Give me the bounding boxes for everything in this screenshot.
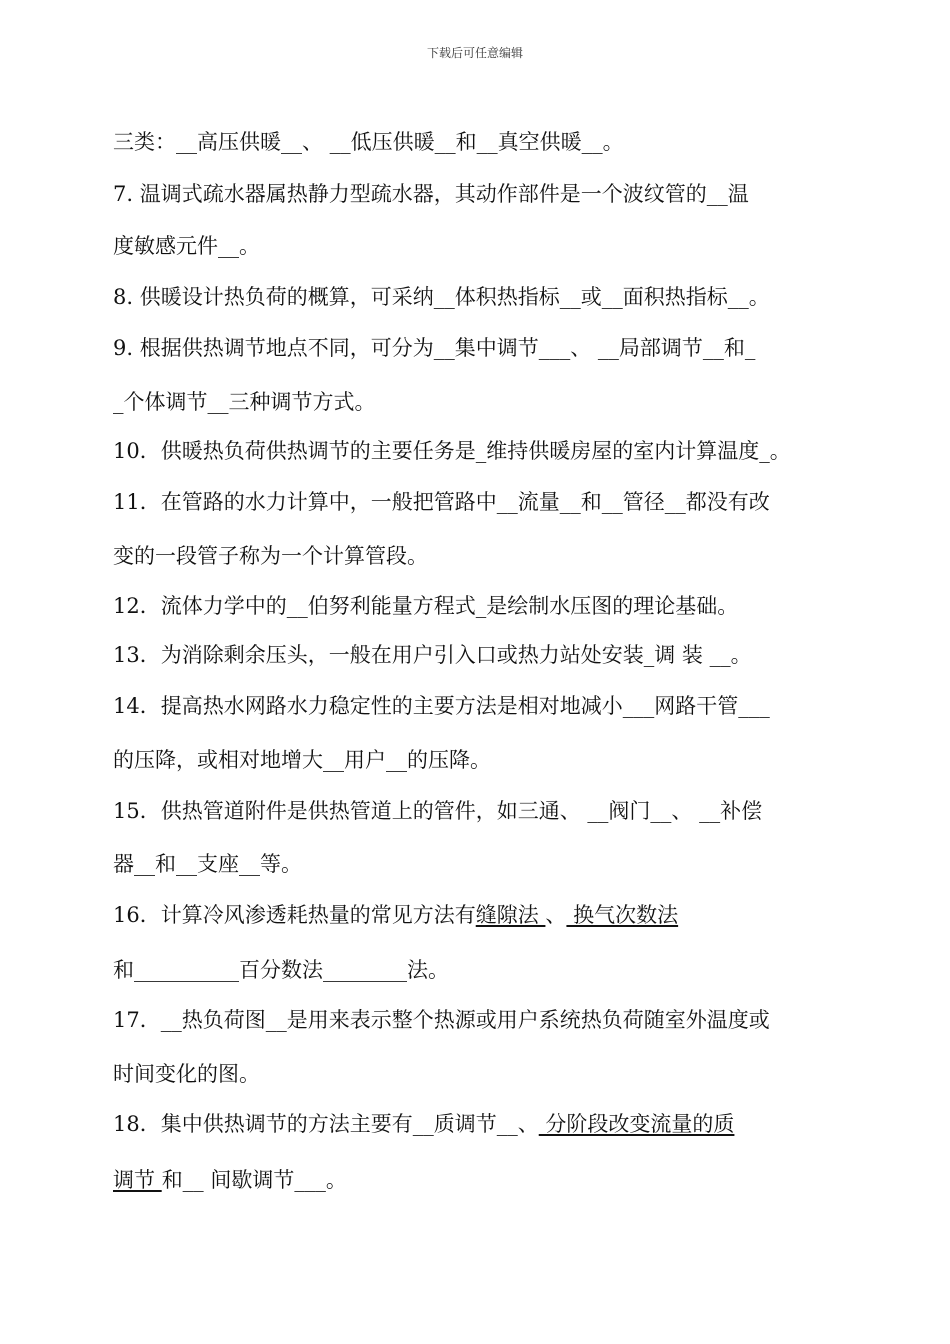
text-segment: 和__ 间歇调节___。: [161, 1168, 347, 1192]
underlined-answer: 缝隙法: [475, 903, 546, 927]
text-line: 的压降，或相对地增大__用户__的压降。: [113, 748, 491, 772]
text-line: 变的一段管子称为一个计算管段。: [113, 544, 428, 568]
text-segment: 、: [545, 903, 567, 927]
text-line: 度敏感元件__。: [113, 234, 260, 258]
text-line: 11．在管路的水力计算中，一般把管路中__流量__和__管径__都没有改: [113, 490, 770, 514]
text-segment: 16．计算冷风渗透耗热量的常见方法有: [113, 903, 476, 927]
text-line: 时间变化的图。: [113, 1062, 260, 1086]
text-line: 12．流体力学中的__伯努利能量方程式_是绘制水压图的理论基础。: [113, 594, 739, 618]
text-line: _个体调节__三种调节方式。: [113, 390, 376, 414]
text-line: 9. 根据供热调节地点不同，可分为__集中调节___、 __局部调节__和_: [113, 336, 756, 360]
text-line: 器__和__支座__等。: [113, 852, 302, 876]
text-line: 和__________百分数法________法。: [113, 958, 449, 982]
underlined-answer: 换气次数法: [566, 903, 679, 927]
text-line: [113, 1166, 848, 1194]
underlined-answer: 分阶段改变流量的质: [538, 1112, 735, 1136]
text-line: 10．供暖热负荷供热调节的主要任务是_维持供暖房屋的室内计算温度_。: [113, 439, 791, 463]
text-segment: 18．集中供热调节的方法主要有__质调节__、: [113, 1112, 539, 1136]
page-header: 下载后可任意编辑: [426, 46, 523, 60]
text-line: 三类：__高压供暖__、 __低压供暖__和__真空供暖__。: [113, 130, 624, 154]
text-line: [113, 901, 848, 929]
text-line: 17．__热负荷图__是用来表示整个热源或用户系统热负荷随室外温度或: [113, 1008, 770, 1032]
underlined-answer: 调节: [113, 1168, 162, 1192]
text-line: 13．为消除剩余压头，一般在用户引入口或热力站处安装_调 装 __。: [113, 643, 752, 667]
text-line: 8. 供暖设计热负荷的概算，可采纳__体积热指标__或__面积热指标__。: [113, 285, 770, 309]
text-line: 7. 温调式疏水器属热静力型疏水器，其动作部件是一个波纹管的__温: [113, 182, 749, 206]
text-line: 14．提高热水网路水力稳定性的主要方法是相对地减小___网路干管___: [113, 694, 770, 718]
text-line: [113, 1110, 848, 1138]
text-line: 15．供热管道附件是供热管道上的管件，如三通、 __阀门__、 __补偿: [113, 799, 763, 823]
